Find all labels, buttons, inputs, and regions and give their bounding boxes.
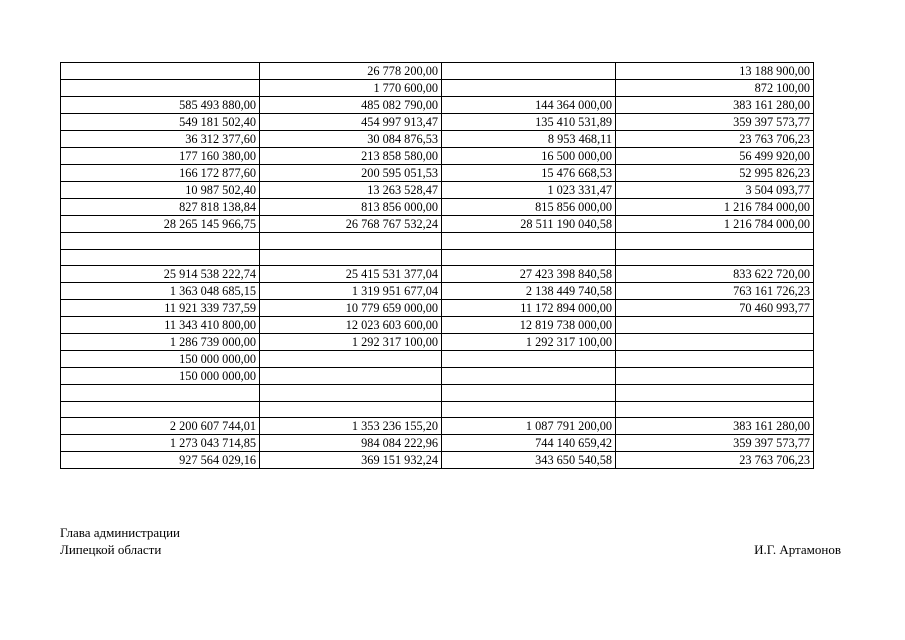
table-row [61, 249, 814, 266]
table-cell: 12 819 738 000,00 [442, 317, 616, 334]
table-cell: 52 995 826,23 [616, 165, 814, 182]
table-row [61, 131, 814, 148]
table-cell: 454 997 913,47 [260, 114, 442, 131]
table-row [61, 165, 814, 182]
table-cell: 144 364 000,00 [442, 97, 616, 114]
table-cell: 13 263 528,47 [260, 182, 442, 199]
table-cell: 213 858 580,00 [260, 148, 442, 165]
table-cell: 744 140 659,42 [442, 435, 616, 452]
table-cell: 3 504 093,77 [616, 182, 814, 199]
table-cell [616, 317, 814, 334]
table-cell [616, 334, 814, 351]
table-row [61, 266, 814, 283]
table-cell [442, 249, 616, 266]
table-cell: 1 353 236 155,20 [260, 418, 442, 435]
table-cell: 833 622 720,00 [616, 266, 814, 283]
table-row [61, 452, 814, 469]
table-cell: 927 564 029,16 [61, 452, 260, 469]
budget-table [60, 62, 814, 469]
table-cell: 26 768 767 532,24 [260, 216, 442, 233]
table-cell [616, 249, 814, 266]
table-cell [260, 401, 442, 418]
signature-name: И.Г. Артамонов [754, 542, 841, 557]
table-cell: 813 856 000,00 [260, 199, 442, 216]
table-cell: 56 499 920,00 [616, 148, 814, 165]
table-row [61, 351, 814, 368]
table-cell [442, 368, 616, 385]
table-cell [61, 80, 260, 97]
signature-position-line2: Липецкой области [60, 542, 162, 557]
table-cell: 16 500 000,00 [442, 148, 616, 165]
table-cell: 11 172 894 000,00 [442, 300, 616, 317]
table-cell [442, 385, 616, 402]
table-cell: 150 000 000,00 [61, 351, 260, 368]
table-cell [61, 249, 260, 266]
table-cell [61, 401, 260, 418]
table-cell [61, 233, 260, 250]
table-cell: 36 312 377,60 [61, 131, 260, 148]
table-cell: 1 292 317 100,00 [442, 334, 616, 351]
table-cell: 1 023 331,47 [442, 182, 616, 199]
table-cell [61, 385, 260, 402]
table-cell: 2 200 607 744,01 [61, 418, 260, 435]
table-cell: 27 423 398 840,58 [442, 266, 616, 283]
table-cell [616, 385, 814, 402]
table-cell: 25 415 531 377,04 [260, 266, 442, 283]
table-cell: 70 460 993,77 [616, 300, 814, 317]
table-cell: 166 172 877,60 [61, 165, 260, 182]
table-cell [616, 401, 814, 418]
table-row [61, 199, 814, 216]
table-cell [260, 249, 442, 266]
table-cell: 28 511 190 040,58 [442, 216, 616, 233]
table-cell [260, 385, 442, 402]
table-row [61, 97, 814, 114]
table-cell [616, 351, 814, 368]
table-cell: 359 397 573,77 [616, 435, 814, 452]
table-cell [442, 63, 616, 80]
table-cell: 177 160 380,00 [61, 148, 260, 165]
table-cell: 23 763 706,23 [616, 452, 814, 469]
table-cell: 827 818 138,84 [61, 199, 260, 216]
table-cell: 8 953 468,11 [442, 131, 616, 148]
table-cell: 359 397 573,77 [616, 114, 814, 131]
table-cell: 485 082 790,00 [260, 97, 442, 114]
table-cell: 11 343 410 800,00 [61, 317, 260, 334]
table-cell: 10 987 502,40 [61, 182, 260, 199]
table-cell: 984 084 222,96 [260, 435, 442, 452]
budget-table-body [61, 63, 814, 469]
signature-position-line1: Глава администрации [60, 525, 181, 540]
table-cell [260, 233, 442, 250]
table-row [61, 300, 814, 317]
table-cell: 1 363 048 685,15 [61, 283, 260, 300]
table-cell: 763 161 726,23 [616, 283, 814, 300]
table-cell: 23 763 706,23 [616, 131, 814, 148]
table-row [61, 401, 814, 418]
table-cell: 26 778 200,00 [260, 63, 442, 80]
table-cell: 1 292 317 100,00 [260, 334, 442, 351]
table-cell: 150 000 000,00 [61, 368, 260, 385]
table-cell: 11 921 339 737,59 [61, 300, 260, 317]
table-cell: 1 319 951 677,04 [260, 283, 442, 300]
table-cell: 13 188 900,00 [616, 63, 814, 80]
table-cell: 1 286 739 000,00 [61, 334, 260, 351]
table-cell: 369 151 932,24 [260, 452, 442, 469]
table-row [61, 334, 814, 351]
table-row [61, 182, 814, 199]
table-cell: 25 914 538 222,74 [61, 266, 260, 283]
table-cell: 815 856 000,00 [442, 199, 616, 216]
table-cell [260, 368, 442, 385]
table-row [61, 80, 814, 97]
table-row [61, 283, 814, 300]
table-cell: 383 161 280,00 [616, 418, 814, 435]
table-cell: 1 087 791 200,00 [442, 418, 616, 435]
table-cell: 2 138 449 740,58 [442, 283, 616, 300]
table-cell: 1 216 784 000,00 [616, 199, 814, 216]
table-row [61, 216, 814, 233]
table-cell: 872 100,00 [616, 80, 814, 97]
table-cell [442, 351, 616, 368]
table-cell [442, 80, 616, 97]
table-row [61, 418, 814, 435]
table-cell [616, 368, 814, 385]
table-cell: 1 273 043 714,85 [61, 435, 260, 452]
table-cell [260, 351, 442, 368]
signature-position [60, 524, 180, 558]
table-cell: 30 084 876,53 [260, 131, 442, 148]
table-row [61, 114, 814, 131]
table-cell: 10 779 659 000,00 [260, 300, 442, 317]
table-row [61, 148, 814, 165]
table-row [61, 63, 814, 80]
table-row [61, 317, 814, 334]
table-cell: 200 595 051,53 [260, 165, 442, 182]
table-cell: 585 493 880,00 [61, 97, 260, 114]
table-cell: 343 650 540,58 [442, 452, 616, 469]
table-cell: 1 770 600,00 [260, 80, 442, 97]
table-cell: 383 161 280,00 [616, 97, 814, 114]
table-cell [61, 63, 260, 80]
table-cell [442, 401, 616, 418]
table-row [61, 368, 814, 385]
table-cell: 549 181 502,40 [61, 114, 260, 131]
table-cell [616, 233, 814, 250]
table-row [61, 233, 814, 250]
table-row [61, 435, 814, 452]
table-cell: 15 476 668,53 [442, 165, 616, 182]
table-cell: 28 265 145 966,75 [61, 216, 260, 233]
table-cell: 1 216 784 000,00 [616, 216, 814, 233]
table-cell: 12 023 603 600,00 [260, 317, 442, 334]
table-cell [442, 233, 616, 250]
table-cell: 135 410 531,89 [442, 114, 616, 131]
table-row [61, 385, 814, 402]
